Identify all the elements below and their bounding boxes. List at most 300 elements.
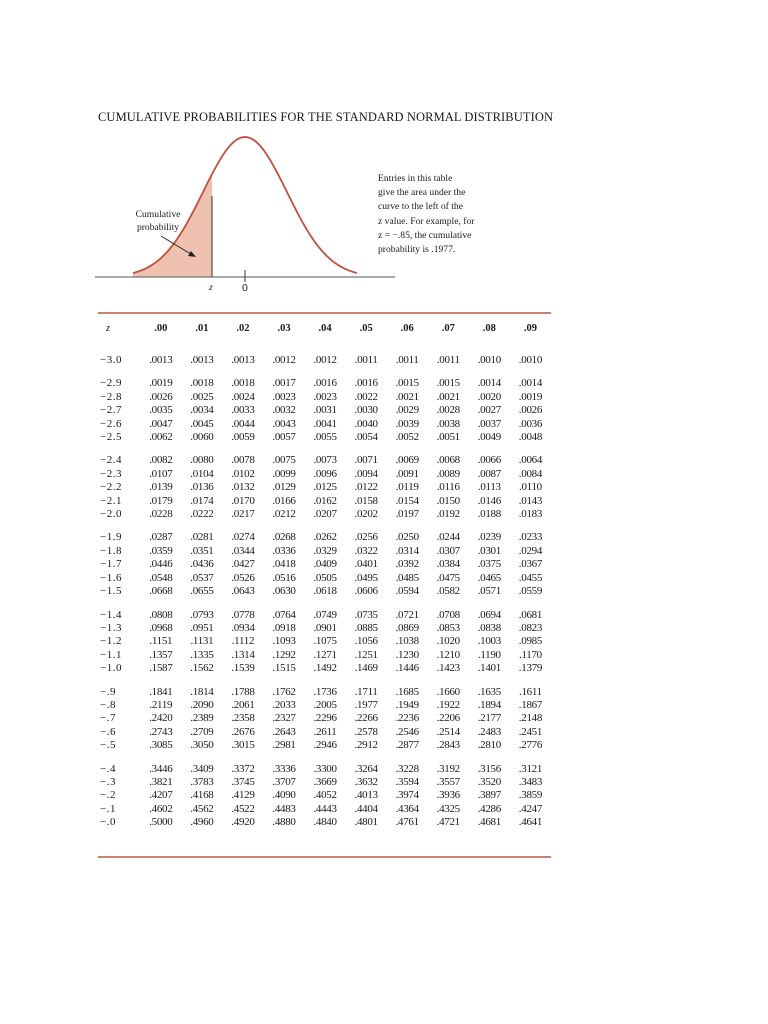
probability-cell: .5000: [149, 816, 173, 829]
probability-cell: .0968: [149, 621, 173, 634]
note-line: Entries in this table: [378, 173, 453, 184]
probability-cell: .0028: [436, 404, 460, 417]
column-header: .07: [441, 323, 455, 334]
z-value-cell: −1.0: [100, 662, 122, 675]
probability-cell: .0314: [395, 544, 419, 557]
probability-cell: .2266: [354, 712, 378, 725]
probability-cell: .0721: [395, 608, 419, 621]
z-axis-marker: z: [209, 283, 213, 293]
probability-cell: .0146: [477, 494, 501, 507]
probability-cell: .0301: [477, 544, 501, 557]
probability-cell: .1539: [231, 662, 255, 675]
probability-cell: .0107: [149, 467, 173, 480]
probability-cell: .0869: [395, 621, 419, 634]
probability-cell: .0228: [149, 508, 173, 521]
z-value-cell: −1.7: [100, 558, 122, 571]
z-value-cell: −2.2: [100, 481, 122, 494]
probability-cell: .1020: [436, 635, 460, 648]
probability-cell: .0630: [272, 585, 296, 598]
table-row: [98, 726, 551, 739]
probability-cell: .3520: [477, 775, 501, 788]
probability-cell: .0119: [395, 481, 419, 494]
probability-cell: .0113: [477, 481, 501, 494]
probability-cell: .1170: [519, 648, 542, 661]
probability-cell: .0853: [436, 621, 460, 634]
probability-cell: .1587: [149, 662, 173, 675]
probability-cell: .0735: [354, 608, 378, 621]
probability-cell: .2420: [149, 712, 173, 725]
probability-cell: .0183: [518, 508, 543, 521]
probability-cell: .0244: [436, 531, 460, 544]
probability-cell: .0024: [231, 390, 255, 403]
table-row: [98, 367, 551, 390]
probability-cell: .0010: [477, 354, 501, 366]
probability-cell: .0823: [518, 621, 543, 634]
probability-cell: .1492: [313, 662, 337, 675]
z-value-cell: −.1: [100, 802, 116, 815]
probability-cell: .0307: [436, 544, 460, 557]
probability-cell: .4325: [436, 802, 460, 815]
probability-cell: .3632: [354, 775, 378, 788]
probability-cell: .0505: [313, 571, 337, 584]
table-row: [98, 803, 551, 816]
probability-cell: .3557: [436, 775, 460, 788]
probability-cell: .0516: [272, 571, 296, 584]
probability-cell: .0033: [231, 404, 255, 417]
probability-cell: .0526: [231, 571, 255, 584]
probability-cell: .1131: [190, 635, 214, 648]
z-value-cell: −2.0: [100, 508, 122, 521]
probability-cell: .0031: [313, 404, 337, 417]
probability-cell: .3974: [395, 789, 419, 802]
probability-cell: .2061: [231, 698, 255, 711]
probability-cell: .0059: [231, 431, 255, 444]
probability-cell: .0918: [272, 621, 296, 634]
probability-cell: .4641: [518, 816, 543, 829]
probability-cell: .2451: [518, 725, 543, 738]
note-line: give the area under the: [378, 187, 466, 199]
probability-cell: .0032: [272, 404, 296, 417]
probability-cell: .0384: [436, 558, 460, 571]
note-line: z = −.85, the cumulative: [378, 229, 472, 241]
probability-cell: .4761: [395, 816, 419, 829]
probability-cell: .2033: [272, 698, 296, 711]
zero-axis-marker: 0: [242, 282, 248, 294]
z-value-cell: −2.4: [100, 454, 122, 467]
probability-cell: .4602: [149, 802, 173, 815]
probability-cell: .0618: [313, 585, 337, 598]
probability-cell: .4960: [190, 816, 214, 829]
probability-cell: .3783: [190, 775, 214, 788]
table-row: [98, 468, 551, 481]
probability-cell: .0087: [477, 467, 501, 480]
probability-cell: .0808: [149, 608, 173, 621]
probability-cell: .0030: [354, 404, 378, 417]
probability-cell: .0036: [518, 417, 543, 430]
probability-cell: .0094: [354, 467, 378, 480]
probability-cell: .1977: [354, 698, 378, 711]
table-row: [98, 622, 551, 635]
probability-cell: .3859: [518, 789, 543, 802]
probability-cell: .1685: [395, 685, 419, 698]
probability-cell: .1190: [477, 648, 501, 661]
probability-cell: .0011: [354, 354, 378, 366]
probability-cell: .2546: [395, 725, 419, 738]
probability-cell: .1401: [477, 662, 501, 675]
probability-cell: .1151: [149, 635, 173, 648]
probability-cell: .3300: [313, 762, 337, 775]
probability-cell: .4168: [190, 789, 214, 802]
probability-cell: .0256: [354, 531, 378, 544]
probability-cell: .2643: [272, 725, 296, 738]
probability-cell: .3669: [313, 775, 337, 788]
probability-cell: .0409: [313, 558, 337, 571]
probability-cell: .3446: [149, 762, 173, 775]
probability-cell: .1230: [395, 648, 419, 661]
z-value-cell: −.9: [100, 685, 116, 698]
column-header: .00: [154, 323, 168, 334]
page-title: CUMULATIVE PROBABILITIES FOR THE STANDARD NORMAL DISTRIBUTION: [98, 110, 554, 124]
z-value-cell: −3.0: [100, 354, 122, 366]
probability-cell: .3483: [518, 775, 543, 788]
probability-cell: .4052: [313, 789, 337, 802]
probability-cell: .4207: [149, 789, 173, 802]
probability-cell: .0022: [354, 390, 378, 403]
probability-cell: .1788: [231, 685, 255, 698]
probability-cell: .4247: [518, 802, 543, 815]
table-top-rule: [98, 312, 551, 314]
probability-cell: .0026: [518, 404, 543, 417]
probability-cell: .1093: [272, 635, 296, 648]
probability-cell: .0643: [231, 585, 255, 598]
probability-cell: .0174: [190, 494, 214, 507]
probability-cell: .0025: [190, 390, 214, 403]
probability-cell: .0197: [395, 508, 419, 521]
probability-cell: .1469: [354, 662, 378, 675]
probability-cell: .0125: [313, 481, 337, 494]
z-value-cell: −2.3: [100, 467, 122, 480]
probability-cell: .0344: [231, 544, 255, 557]
probability-cell: .0455: [518, 571, 543, 584]
probability-cell: .0274: [231, 531, 255, 544]
z-value-cell: −1.3: [100, 621, 122, 634]
probability-cell: .3409: [190, 762, 214, 775]
probability-cell: .0436: [190, 558, 214, 571]
probability-cell: .0122: [354, 481, 378, 494]
probability-cell: .0040: [354, 417, 378, 430]
z-value-cell: −.4: [100, 762, 116, 775]
probability-cell: .0166: [272, 494, 296, 507]
probability-cell: .0537: [190, 571, 214, 584]
probability-cell: .0594: [395, 585, 419, 598]
table-row: [98, 699, 551, 712]
table-row: [98, 431, 551, 444]
bell-curve: [133, 137, 357, 273]
probability-cell: .4840: [313, 816, 337, 829]
probability-cell: .2676: [231, 725, 255, 738]
probability-cell: .0336: [272, 544, 296, 557]
z-value-cell: −.7: [100, 712, 116, 725]
probability-cell: .2119: [149, 698, 173, 711]
probability-cell: .1056: [354, 635, 378, 648]
probability-cell: .0034: [190, 404, 214, 417]
z-value-cell: −1.5: [100, 585, 122, 598]
probability-cell: .0401: [354, 558, 378, 571]
table-body: [98, 348, 551, 830]
probability-cell: .0091: [395, 467, 419, 480]
probability-cell: .3085: [149, 739, 173, 752]
probability-cell: .4562: [190, 802, 214, 815]
probability-cell: .0017: [272, 377, 296, 390]
table-row: [98, 676, 551, 699]
table-row: [98, 481, 551, 494]
probability-cell: .0019: [518, 390, 543, 403]
probability-cell: .0136: [190, 481, 214, 494]
probability-cell: .0154: [395, 494, 419, 507]
table-row: [98, 545, 551, 558]
probability-cell: .1736: [313, 685, 337, 698]
column-header-z: z: [106, 323, 111, 334]
probability-cell: .0012: [313, 354, 337, 366]
cumulative-probability-label: [118, 209, 198, 234]
probability-cell: .0018: [190, 377, 214, 390]
probability-cell: .0446: [149, 558, 173, 571]
probability-cell: .0060: [190, 431, 214, 444]
probability-cell: .3594: [395, 775, 419, 788]
probability-cell: .0985: [518, 635, 543, 648]
z-value-cell: −1.2: [100, 635, 122, 648]
probability-cell: .2177: [477, 712, 501, 725]
probability-cell: .3192: [436, 762, 460, 775]
probability-cell: .4090: [272, 789, 296, 802]
probability-cell: .1762: [272, 685, 296, 698]
probability-cell: .1112: [231, 635, 255, 648]
probability-cell: .0110: [519, 481, 542, 494]
column-header: .05: [359, 323, 373, 334]
probability-cell: .0694: [477, 608, 501, 621]
note-line: z value. For example, for: [378, 215, 475, 227]
probability-cell: .0052: [395, 431, 419, 444]
column-header: .02: [236, 323, 250, 334]
probability-cell: .0068: [436, 454, 460, 467]
probability-cell: .0132: [231, 481, 255, 494]
z-value-cell: −2.8: [100, 390, 122, 403]
probability-cell: .1335: [190, 648, 214, 661]
probability-cell: .0239: [477, 531, 501, 544]
probability-cell: .2327: [272, 712, 296, 725]
table-row: [98, 391, 551, 404]
table-row: [98, 585, 551, 598]
probability-cell: .0367: [518, 558, 543, 571]
probability-cell: .0039: [395, 417, 419, 430]
probability-cell: .0139: [149, 481, 173, 494]
probability-cell: .2611: [313, 725, 337, 738]
probability-cell: .2090: [190, 698, 214, 711]
table-row: [98, 348, 551, 367]
probability-cell: .0049: [477, 431, 501, 444]
probability-cell: .0029: [395, 404, 419, 417]
probability-cell: .0778: [231, 608, 255, 621]
probability-cell: .2578: [354, 725, 378, 738]
probability-cell: .4801: [354, 816, 378, 829]
probability-cell: .4443: [313, 802, 337, 815]
probability-cell: .0202: [354, 508, 378, 521]
z-value-cell: −2.6: [100, 417, 122, 430]
probability-cell: .1271: [313, 648, 337, 661]
probability-cell: .0582: [436, 585, 460, 598]
probability-cell: .0143: [518, 494, 543, 507]
probability-cell: .0217: [231, 508, 255, 521]
probability-cell: .0465: [477, 571, 501, 584]
probability-cell: .2743: [149, 725, 173, 738]
explanation-note: [378, 172, 508, 257]
table-row: [98, 495, 551, 508]
probability-cell: .0073: [313, 454, 337, 467]
probability-cell: .0116: [436, 481, 460, 494]
probability-cell: .0170: [231, 494, 255, 507]
probability-cell: .0934: [231, 621, 255, 634]
probability-cell: .0013: [190, 354, 214, 366]
probability-cell: .0359: [149, 544, 173, 557]
probability-cell: .0080: [190, 454, 214, 467]
table-row: [98, 418, 551, 431]
probability-cell: .2877: [395, 739, 419, 752]
probability-cell: .0322: [354, 544, 378, 557]
probability-cell: .0055: [313, 431, 337, 444]
probability-cell: .0793: [190, 608, 214, 621]
z-value-cell: −1.9: [100, 531, 122, 544]
probability-cell: .0051: [436, 431, 460, 444]
z-value-cell: −2.1: [100, 494, 122, 507]
probability-cell: .0287: [149, 531, 173, 544]
probability-cell: .1038: [395, 635, 419, 648]
table-row: [98, 572, 551, 585]
probability-cell: .2946: [313, 739, 337, 752]
table-row: [98, 444, 551, 467]
probability-cell: .4286: [477, 802, 501, 815]
note-line: curve to the left of the: [378, 201, 463, 213]
z-value-cell: −.2: [100, 789, 116, 802]
probability-cell: .0016: [313, 377, 337, 390]
table-row: [98, 508, 551, 521]
probability-cell: .0027: [477, 404, 501, 417]
probability-cell: .4404: [354, 802, 378, 815]
probability-cell: .4364: [395, 802, 419, 815]
table-row: [98, 599, 551, 622]
probability-cell: .1446: [395, 662, 419, 675]
probability-cell: .0104: [190, 467, 214, 480]
probability-cell: .2776: [518, 739, 543, 752]
table-row: [98, 776, 551, 789]
z-value-cell: −1.8: [100, 544, 122, 557]
z-value-cell: −2.7: [100, 404, 122, 417]
probability-cell: .3707: [272, 775, 296, 788]
probability-cell: .0375: [477, 558, 501, 571]
z-table: [98, 322, 551, 830]
cumulative-label-line: Cumulative: [135, 209, 181, 220]
probability-cell: .0038: [436, 417, 460, 430]
probability-cell: .0606: [354, 585, 378, 598]
probability-cell: .1379: [518, 662, 543, 675]
table-row: [98, 816, 551, 829]
probability-cell: .2206: [436, 712, 460, 725]
probability-cell: .3821: [149, 775, 173, 788]
probability-cell: .0035: [149, 404, 173, 417]
table-row: [98, 521, 551, 544]
probability-cell: .0268: [272, 531, 296, 544]
probability-cell: .2843: [436, 739, 460, 752]
probability-cell: .0901: [313, 621, 337, 634]
table-row: [98, 662, 551, 675]
z-value-cell: −2.9: [100, 377, 122, 390]
probability-cell: .4483: [272, 802, 296, 815]
table-row: [98, 649, 551, 662]
z-value-cell: −.6: [100, 725, 116, 738]
probability-cell: .0023: [272, 390, 296, 403]
probability-cell: .3264: [354, 762, 378, 775]
table-row: [98, 753, 551, 776]
probability-cell: .4920: [231, 816, 255, 829]
probability-cell: .1841: [149, 685, 173, 698]
probability-cell: .1867: [518, 698, 543, 711]
probability-cell: .0188: [477, 508, 501, 521]
probability-cell: .0559: [518, 585, 543, 598]
probability-cell: .0158: [354, 494, 378, 507]
probability-cell: .0708: [436, 608, 460, 621]
probability-cell: .0020: [477, 390, 501, 403]
z-value-cell: −1.1: [100, 648, 122, 661]
column-header: .01: [195, 323, 209, 334]
probability-cell: .0013: [231, 354, 255, 366]
probability-cell: .0019: [149, 377, 173, 390]
probability-cell: .1611: [519, 685, 542, 698]
column-header: .04: [318, 323, 332, 334]
probability-cell: .0212: [272, 508, 296, 521]
table-header-row: [98, 322, 551, 348]
probability-cell: .0885: [354, 621, 378, 634]
probability-cell: .0064: [518, 454, 543, 467]
probability-cell: .0014: [518, 377, 543, 390]
probability-cell: .0233: [518, 531, 543, 544]
probability-cell: .0764: [272, 608, 296, 621]
probability-cell: .0192: [436, 508, 460, 521]
probability-cell: .4721: [436, 816, 460, 829]
probability-cell: .3897: [477, 789, 501, 802]
probability-cell: .3050: [190, 739, 214, 752]
probability-cell: .2296: [313, 712, 337, 725]
probability-cell: .0099: [272, 467, 296, 480]
probability-cell: .0013: [149, 354, 173, 366]
probability-cell: .0571: [477, 585, 501, 598]
probability-cell: .3121: [518, 762, 543, 775]
probability-cell: .0207: [313, 508, 337, 521]
probability-cell: .0150: [436, 494, 460, 507]
probability-cell: .4681: [477, 816, 501, 829]
probability-cell: .2810: [477, 739, 501, 752]
probability-cell: .4129: [231, 789, 255, 802]
probability-cell: .2483: [477, 725, 501, 738]
probability-cell: .1922: [436, 698, 460, 711]
probability-cell: .0011: [395, 354, 419, 366]
probability-cell: .3936: [436, 789, 460, 802]
probability-cell: .0071: [354, 454, 378, 467]
probability-cell: .0062: [149, 431, 173, 444]
probability-cell: .0485: [395, 571, 419, 584]
probability-cell: .0045: [190, 417, 214, 430]
probability-cell: .0392: [395, 558, 419, 571]
probability-cell: .0023: [313, 390, 337, 403]
table-bottom-rule: [98, 856, 551, 858]
